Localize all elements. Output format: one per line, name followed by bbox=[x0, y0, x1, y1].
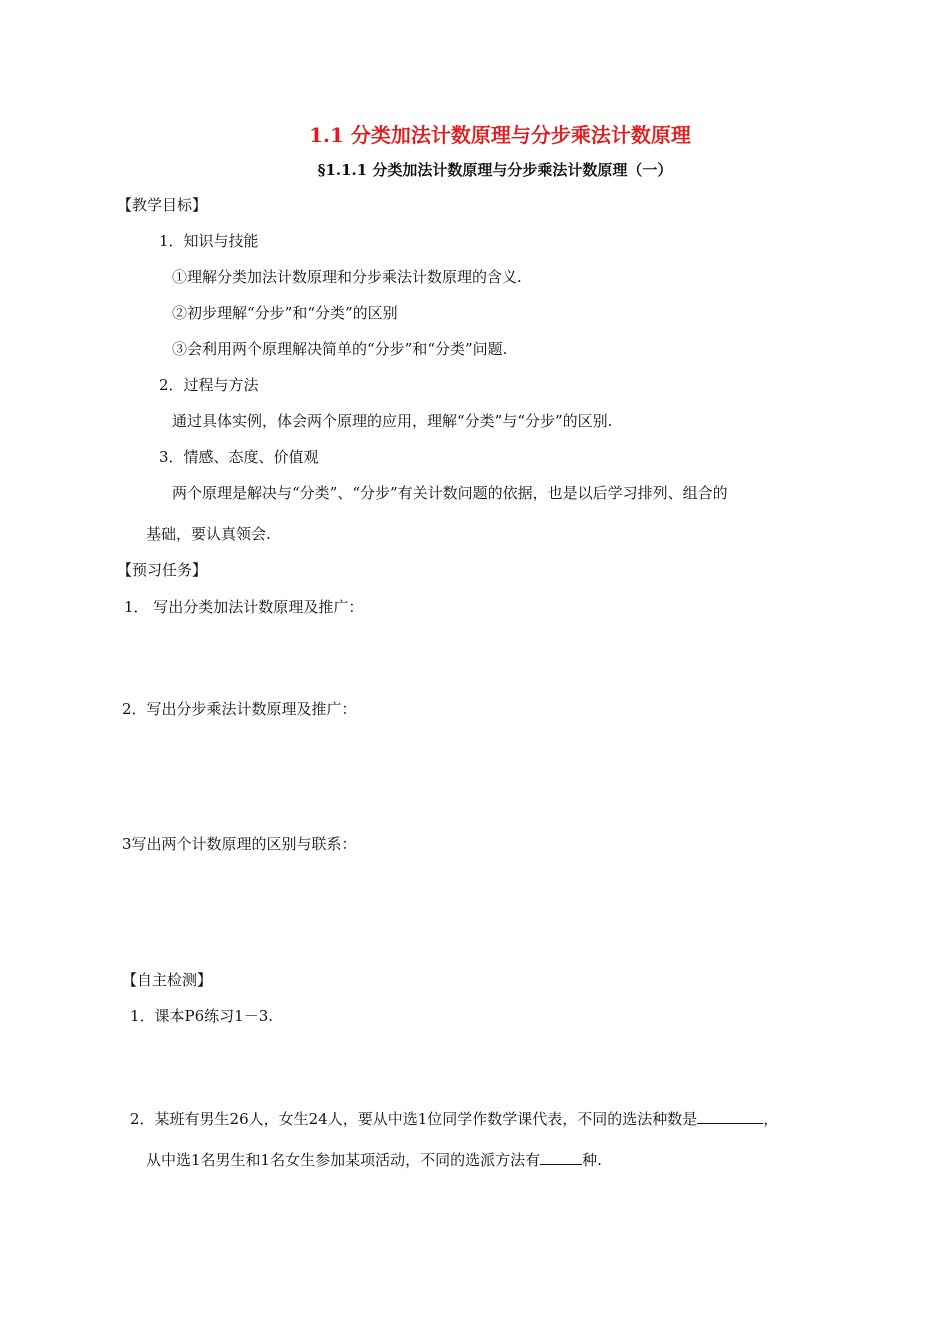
objectives-heading: 【教学目标】 bbox=[117, 196, 208, 214]
selfcheck-question-2-line-2-end: 种. bbox=[582, 1151, 602, 1169]
objective-1-title: 1．知识与技能 bbox=[159, 232, 259, 250]
selfcheck-question-2-text: 2．某班有男生26人，女生24人，要从中选1位同学作数学课代表，不同的选法种数是 bbox=[130, 1110, 698, 1128]
selfcheck-question-1: 1．课本P6练习1－3. bbox=[130, 1007, 274, 1025]
selfcheck-question-2-comma: ， bbox=[763, 1110, 779, 1128]
selfcheck-question-2-line-1 bbox=[130, 1109, 778, 1129]
objective-3-text-line-2: 基础，要认真领会. bbox=[146, 525, 271, 543]
section-subtitle: §1.1.1 分类加法计数原理与分步乘法计数原理（一） bbox=[317, 161, 673, 179]
selfcheck-question-2-line-2-text: 从中选1名男生和1名女生参加某项活动，不同的选派方法有 bbox=[146, 1151, 541, 1169]
answer-blank-1[interactable] bbox=[697, 1109, 763, 1124]
selfcheck-heading: 【自主检测】 bbox=[122, 971, 213, 989]
preview-question-2: 2．写出分步乘法计数原理及推广： bbox=[122, 700, 357, 718]
objective-3-title: 3．情感、态度、价值观 bbox=[159, 448, 319, 466]
objective-1-item-1: ①理解分类加法计数原理和分步乘法计数原理的含义. bbox=[172, 268, 522, 286]
answer-blank-2[interactable] bbox=[540, 1150, 582, 1165]
preview-question-3: 3写出两个计数原理的区别与联系： bbox=[122, 835, 357, 853]
preview-heading: 【预习任务】 bbox=[117, 561, 208, 579]
preview-question-1: 1． 写出分类加法计数原理及推广： bbox=[124, 598, 364, 616]
selfcheck-question-2-line-2 bbox=[146, 1150, 602, 1170]
objective-3-text-line-1: 两个原理是解决与“分类”、“分步”有关计数问题的依据，也是以后学习排列、组合的 bbox=[172, 484, 728, 502]
objective-1-item-2: ②初步理解“分步”和“分类”的区别 bbox=[172, 304, 398, 322]
document-title: 1.1 分类加法计数原理与分步乘法计数原理 bbox=[309, 123, 691, 147]
objective-2-title: 2．过程与方法 bbox=[159, 376, 259, 394]
objective-2-text: 通过具体实例，体会两个原理的应用，理解“分类”与“分步”的区别. bbox=[172, 412, 613, 430]
objective-1-item-3: ③会利用两个原理解决简单的“分步”和“分类”问题. bbox=[172, 340, 508, 358]
